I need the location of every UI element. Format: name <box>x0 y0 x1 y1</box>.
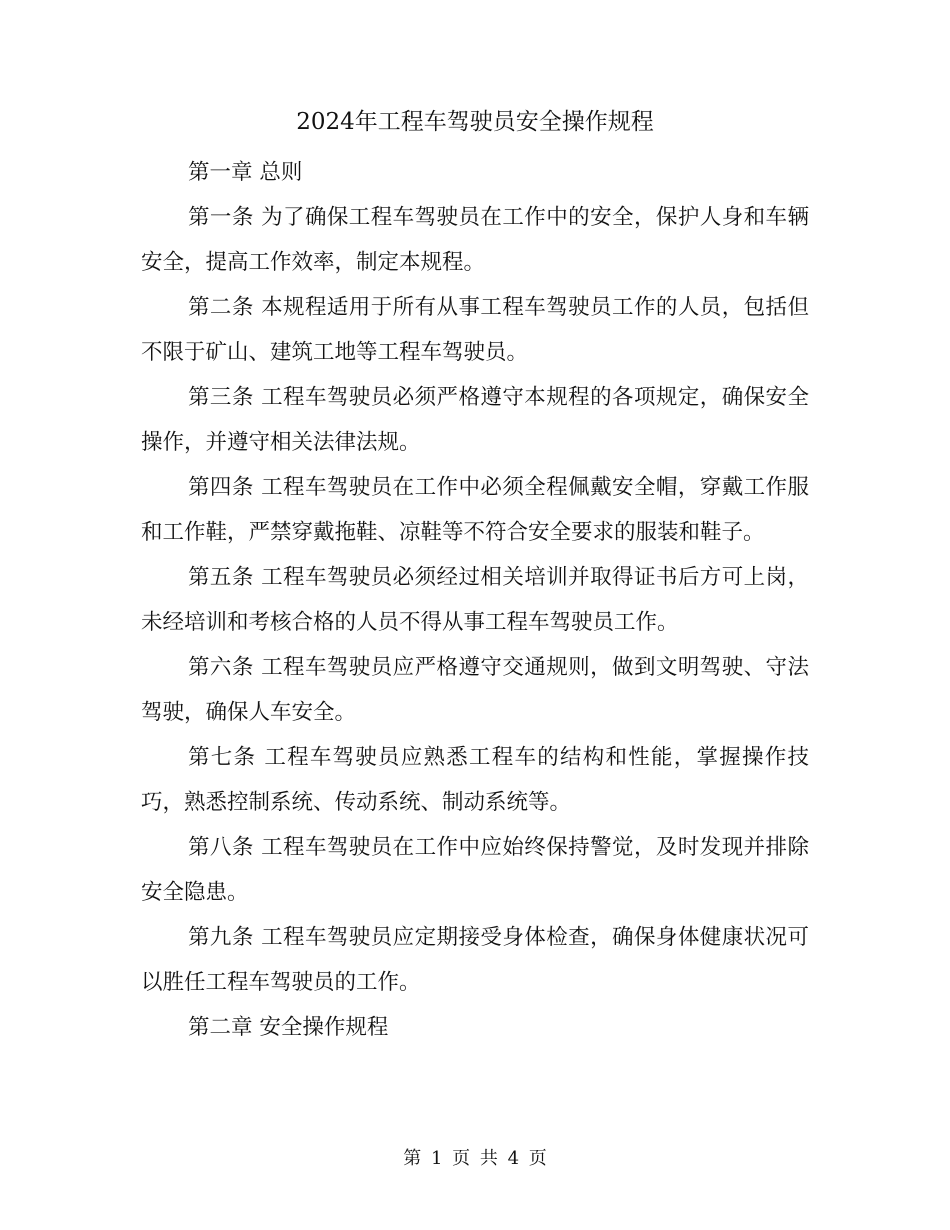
article-paragraph: 第六条 工程车驾驶员应严格遵守交通规则，做到文明驾驶、守法驾驶，确保人车安全。 <box>141 655 809 725</box>
article-paragraph: 第一条 为了确保工程车驾驶员在工作中的安全，保护人身和车辆安全，提高工作效率，制定本规程。 <box>141 205 809 275</box>
article-paragraph: 第二条 本规程适用于所有从事工程车驾驶员工作的人员，包括但不限于矿山、建筑工地等工程车驾驶员。 <box>141 295 809 365</box>
page-footer: 第 1 页 共 4 页 <box>403 1148 547 1169</box>
document-title: 2024年工程车驾驶员安全操作规程 <box>296 109 654 135</box>
chapter-heading: 第一章 总则 <box>188 160 303 185</box>
article-paragraph: 第三条 工程车驾驶员必须严格遵守本规程的各项规定，确保安全操作，并遵守相关法律法规。 <box>141 385 809 455</box>
article-paragraph: 第五条 工程车驾驶员必须经过相关培训并取得证书后方可上岗，未经培训和考核合格的人员不得从事工程车驾驶员工作。 <box>141 565 809 635</box>
article-paragraph: 第八条 工程车驾驶员在工作中应始终保持警觉，及时发现并排除安全隐患。 <box>141 835 809 905</box>
article-paragraph: 第七条 工程车驾驶员应熟悉工程车的结构和性能，掌握操作技巧，熟悉控制系统、传动系统、制动系统等。 <box>141 745 809 815</box>
chapter-heading: 第二章 安全操作规程 <box>188 1015 389 1040</box>
article-paragraph: 第九条 工程车驾驶员应定期接受身体检查，确保身体健康状况可以胜任工程车驾驶员的工作。 <box>141 925 809 995</box>
article-paragraph: 第四条 工程车驾驶员在工作中必须全程佩戴安全帽，穿戴工作服和工作鞋，严禁穿戴拖鞋、凉鞋等不符合安全要求的服装和鞋子。 <box>141 475 809 545</box>
document-body <box>141 150 809 1050</box>
